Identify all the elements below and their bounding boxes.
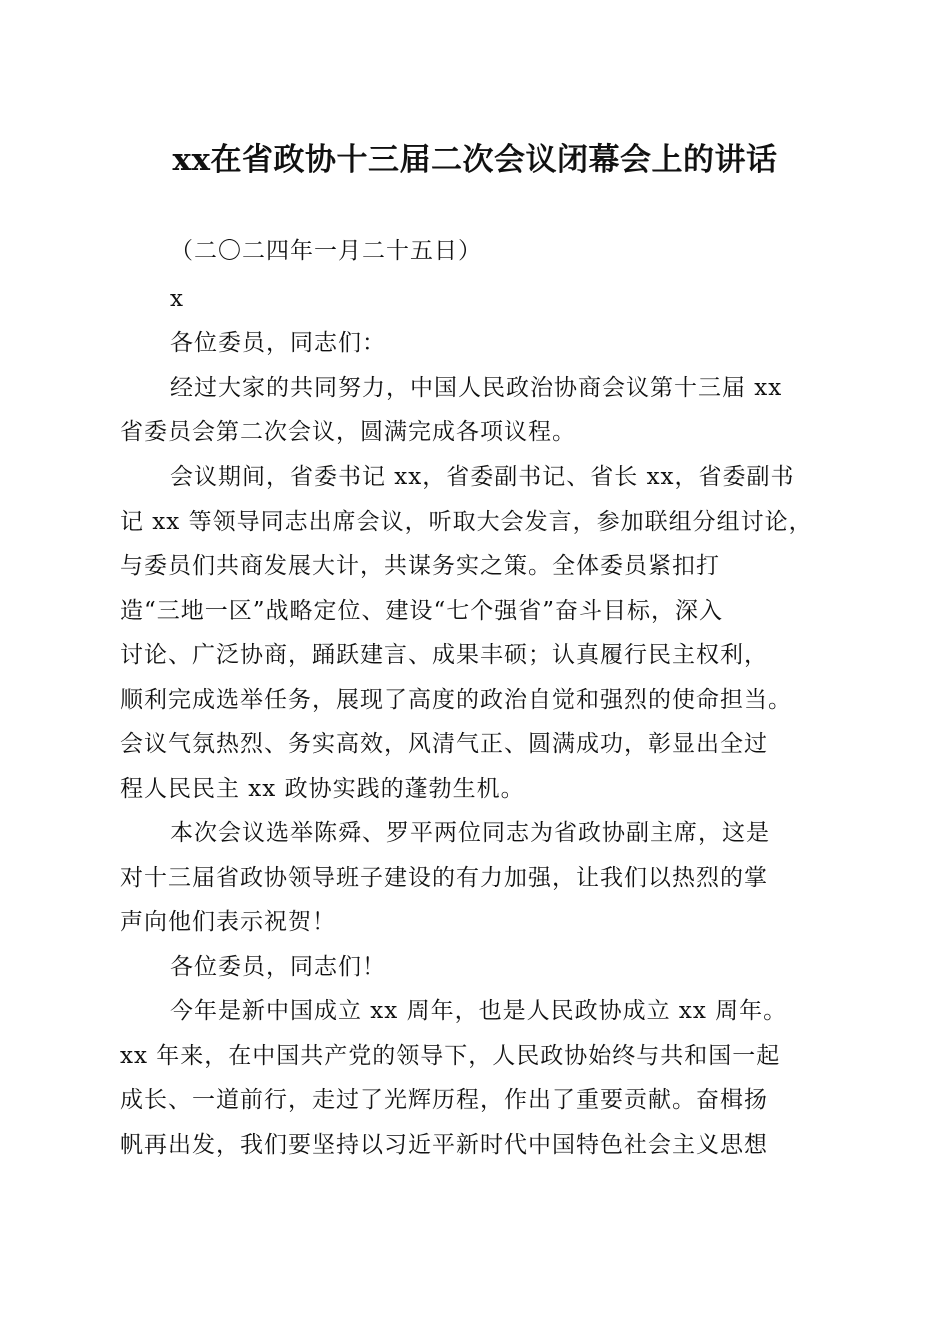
paragraph-line: 今年是新中国成立 xx 周年，也是人民政协成立 xx 周年。 bbox=[170, 998, 788, 1024]
paragraph-line: 造“三地一区”战略定位、建设“七个强省”奋斗目标，深入 bbox=[120, 598, 724, 624]
paragraph-line: 省委员会第二次会议，圆满完成各项议程。 bbox=[120, 419, 576, 445]
paragraph-line: 讨论、广泛协商，踊跃建言、成果丰硕；认真履行民主权利， bbox=[120, 642, 768, 668]
paragraph-line: 对十三届省政协领导班子建设的有力加强，让我们以热烈的掌 bbox=[120, 865, 768, 891]
paragraph-line: 本次会议选举陈舜、罗平两位同志为省政协副主席，这是 bbox=[170, 820, 770, 846]
paragraph-line: 经过大家的共同努力，中国人民政治协商会议第十三届 xx bbox=[170, 375, 783, 401]
paragraph-line: 会议期间，省委书记 xx，省委副书记、省长 xx，省委副书 bbox=[170, 464, 795, 490]
document-date: （二〇二四年一月二十五日） bbox=[170, 238, 482, 264]
paragraph-line: 顺利完成选举任务，展现了高度的政治自觉和强烈的使命担当。 bbox=[120, 687, 792, 713]
document-author: x bbox=[170, 286, 184, 312]
paragraph-line: 记 xx 等领导同志出席会议，听取大会发言，参加联组分组讨论， bbox=[120, 509, 813, 535]
paragraph-line: 与委员们共商发展大计，共谋务实之策。全体委员紧扣打 bbox=[120, 553, 720, 579]
paragraph-line: 成长、一道前行，走过了光辉历程，作出了重要贡献。奋楫扬 bbox=[120, 1087, 768, 1113]
document-title: xx在省政协十三届二次会议闭幕会上的讲话 bbox=[172, 142, 778, 178]
salutation: 各位委员，同志们： bbox=[170, 330, 386, 356]
paragraph-line: 帆再出发，我们要坚持以习近平新时代中国特色社会主义思想 bbox=[120, 1132, 768, 1158]
paragraph-line: xx 年来，在中国共产党的领导下，人民政协始终与共和国一起 bbox=[120, 1043, 781, 1069]
paragraph-line: 会议气氛热烈、务实高效，风清气正、圆满成功，彰显出全过 bbox=[120, 731, 768, 757]
salutation: 各位委员，同志们！ bbox=[170, 954, 386, 980]
paragraph-line: 声向他们表示祝贺！ bbox=[120, 909, 336, 935]
paragraph-line: 程人民民主 xx 政协实践的蓬勃生机。 bbox=[120, 776, 525, 802]
